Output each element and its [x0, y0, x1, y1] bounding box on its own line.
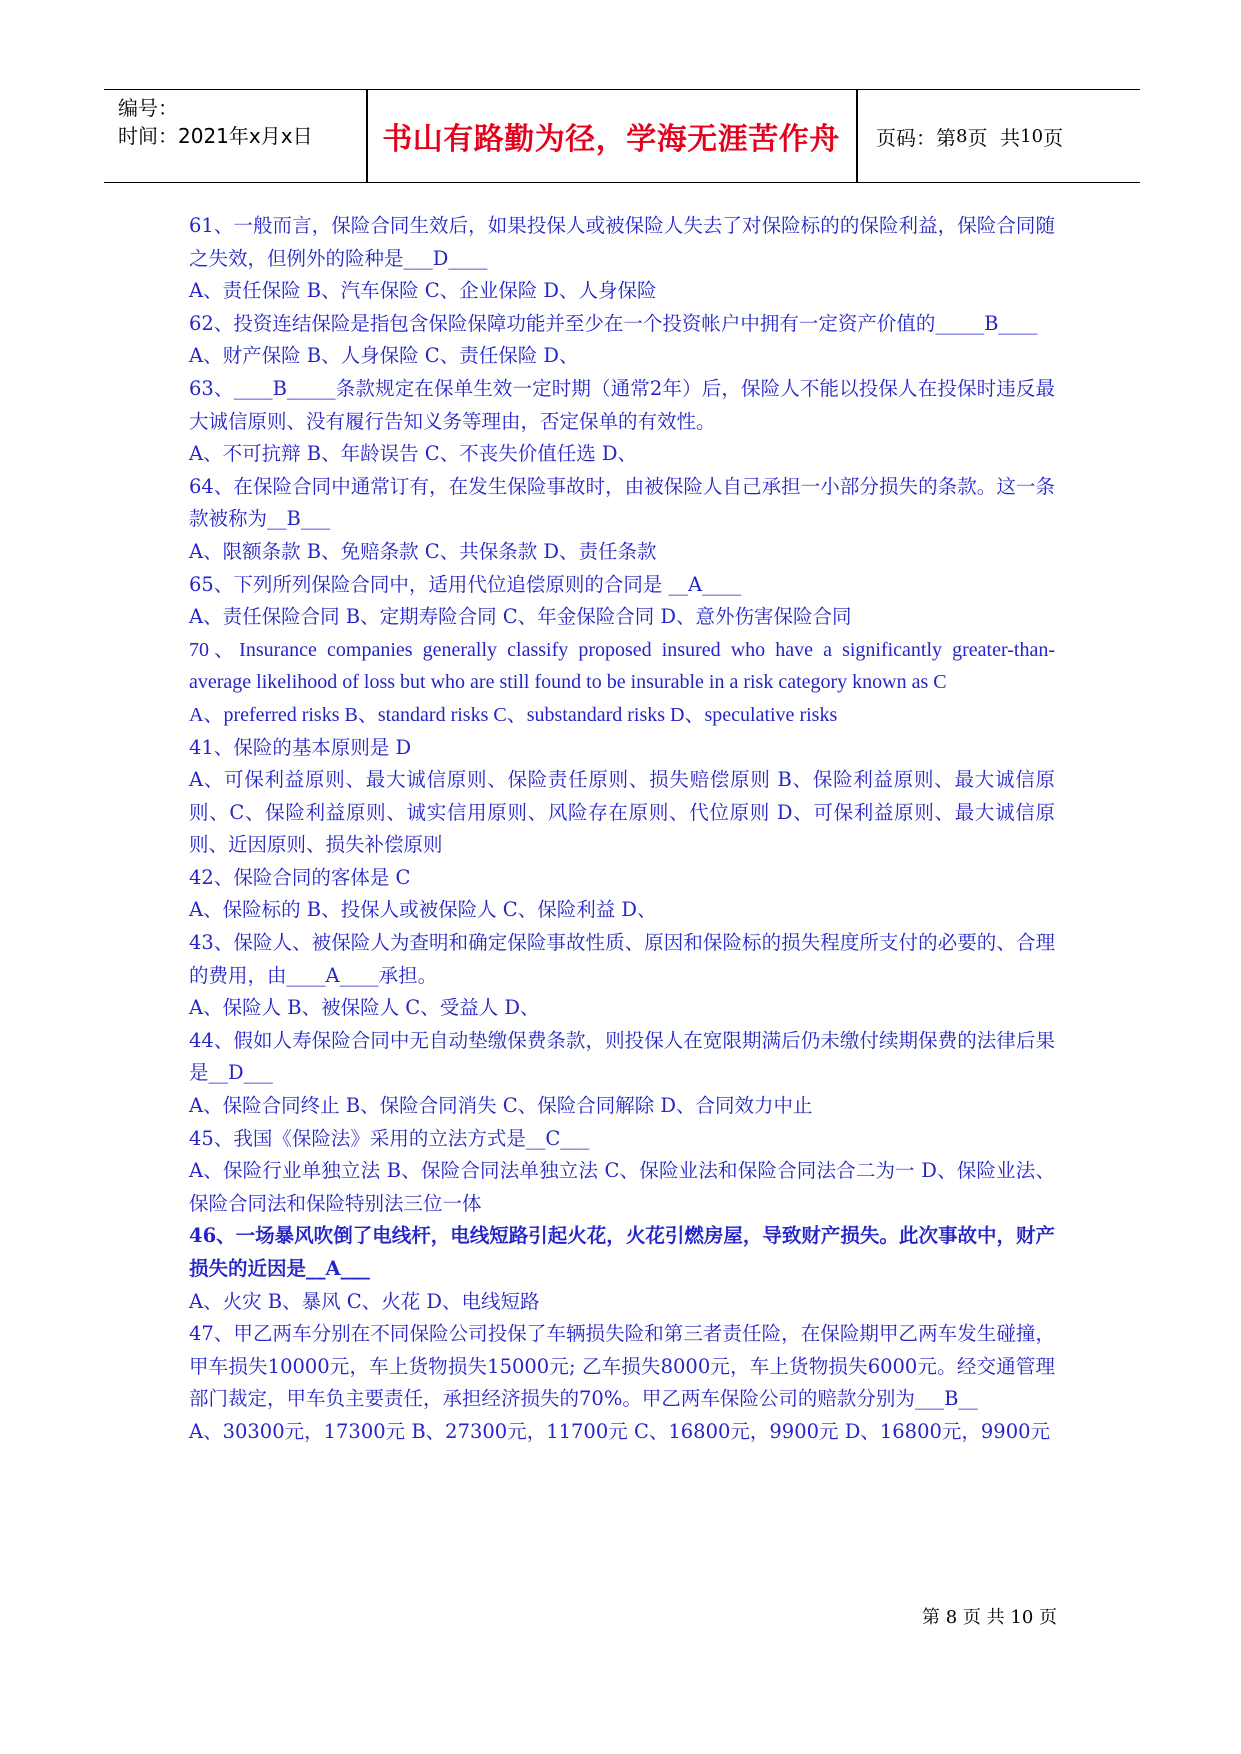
- header-motto: 书山有路勤为径，学海无涯苦作舟: [382, 122, 840, 157]
- options-text: A、保险行业单独立法 B、保险合同法单独立法 C、保险业法和保险合同法合二为一 D、保险业法、保险合同法和保险特别法三位一体: [189, 1159, 1055, 1215]
- question-text: 42、保险合同的客体是 C: [189, 865, 411, 889]
- question-text: 43、保险人、被保险人为查明和确定保险事故性质、原因和保险标的损失程度所支付的必要的、合理的费用，由____A____承担。: [189, 931, 1055, 987]
- options-text: A、不可抗辩 B、年龄误告 C、不丧失价值任选 D、: [189, 442, 638, 466]
- options-text: A、责任保险合同 B、定期寿险合同 C、年金保险合同 D、意外伤害保险合同: [189, 605, 852, 629]
- options-text: A、可保利益原则、最大诚信原则、保险责任原则、损失赔偿原则 B、保险利益原则、最大诚信原则、C、保险利益原则、诚实信用原则、风险存在原则、代位原则 D、可保利益原则、最大诚信原则、近因原则、损失补偿原则: [189, 768, 1055, 857]
- question-text: 46、一场暴风吹倒了电线杆，电线短路引起火花，火花引燃房屋，导致财产损失。此次事故中，财产损失的近因是__A___: [189, 1224, 1055, 1280]
- time-label: 时间：2021年x月x日: [118, 124, 313, 148]
- options-text: A、保险人 B、被保险人 C、受益人 D、: [189, 996, 540, 1020]
- options-text: A、责任保险 B、汽车保险 C、企业保险 D、人身保险: [189, 279, 657, 303]
- question-text: 64、在保险合同中通常订有，在发生保险事故时，由被保险人自己承担一小部分损失的条款。这一条款被称为__B___: [189, 474, 1055, 531]
- question-text: 65、下列所列保险合同中，适用代位追偿原则的合同是 __A____: [189, 572, 742, 596]
- question-text: 70、Insurance companies generally classify proposed insured who have a significantly greater-than- average likelihood of loss but who are still found to be insurable in a risk category known as C: [189, 638, 1055, 694]
- question-text: 47、甲乙两车分别在不同保险公司投保了车辆损失险和第三者责任险，在保险期甲乙两车发生碰撞，甲车损失10000元，车上货物损失15000元; 乙车损失8000元，车上货物损失6000元。经交通管理部门裁定，甲车负主要责任，承担经济损失的70%。甲乙两车保险公司的赔款分别为___B__: [189, 1322, 1055, 1411]
- question-list: [189, 210, 1055, 1449]
- question-text: 63、____B_____条款规定在保单生效一定时期（通常2年）后，保险人不能以投保人在投保时违反最大诚信原则、没有履行告知义务等理由，否定保单的有效性。: [189, 376, 1055, 433]
- options-text: A、火灾 B、暴风 C、火花 D、电线短路: [189, 1289, 540, 1313]
- serial-label: 编号：: [118, 96, 178, 120]
- header-page-info: [872, 90, 1140, 182]
- page-number: 8: [956, 125, 968, 147]
- options-text: A、保险合同终止 B、保险合同消失 C、保险合同解除 D、合同效力中止: [189, 1094, 813, 1118]
- page-footer: 第 8 页 共 10 页: [922, 1607, 1057, 1628]
- page-end: 页: [1043, 125, 1064, 150]
- options-text: A、30300元，17300元 B、27300元，11700元 C、16800元，9900元 D、16800元，9900元: [189, 1419, 1051, 1443]
- question-text: 41、保险的基本原则是 D: [189, 735, 412, 759]
- page-header: [104, 89, 1140, 183]
- options-text: A、保险标的 B、投保人或被保险人 C、保险利益 D、: [189, 898, 657, 922]
- options-text: A、财产保险 B、人身保险 C、责任保险 D、: [189, 344, 579, 368]
- question-text: 61、一般而言，保险合同生效后，如果投保人或被保险人失去了对保险标的的保险利益，保险合同随之失效，但例外的险种是___D____: [189, 214, 1055, 270]
- options-text: A、限额条款 B、免赔条款 C、共保条款 D、责任条款: [189, 539, 657, 563]
- question-text: 44、假如人寿保险合同中无自动垫缴保费条款，则投保人在宽限期满后仍未缴付续期保费的法律后果是__D___: [189, 1028, 1055, 1085]
- page-mid: 页 共: [967, 125, 1021, 150]
- question-text: 62、投资连结保险是指包含保险保障功能并至少在一个投资帐户中拥有一定资产价值的_____B____: [189, 311, 1038, 335]
- page-label: 页码：第: [876, 125, 956, 150]
- options-text: A、preferred risks B、standard risks C、substandard risks D、speculative risks: [189, 703, 838, 726]
- header-meta: [118, 94, 313, 150]
- header-divider: [856, 90, 858, 182]
- question-text: 45、我国《保险法》采用的立法方式是__C___: [189, 1126, 590, 1150]
- page-total: 10: [1020, 125, 1044, 147]
